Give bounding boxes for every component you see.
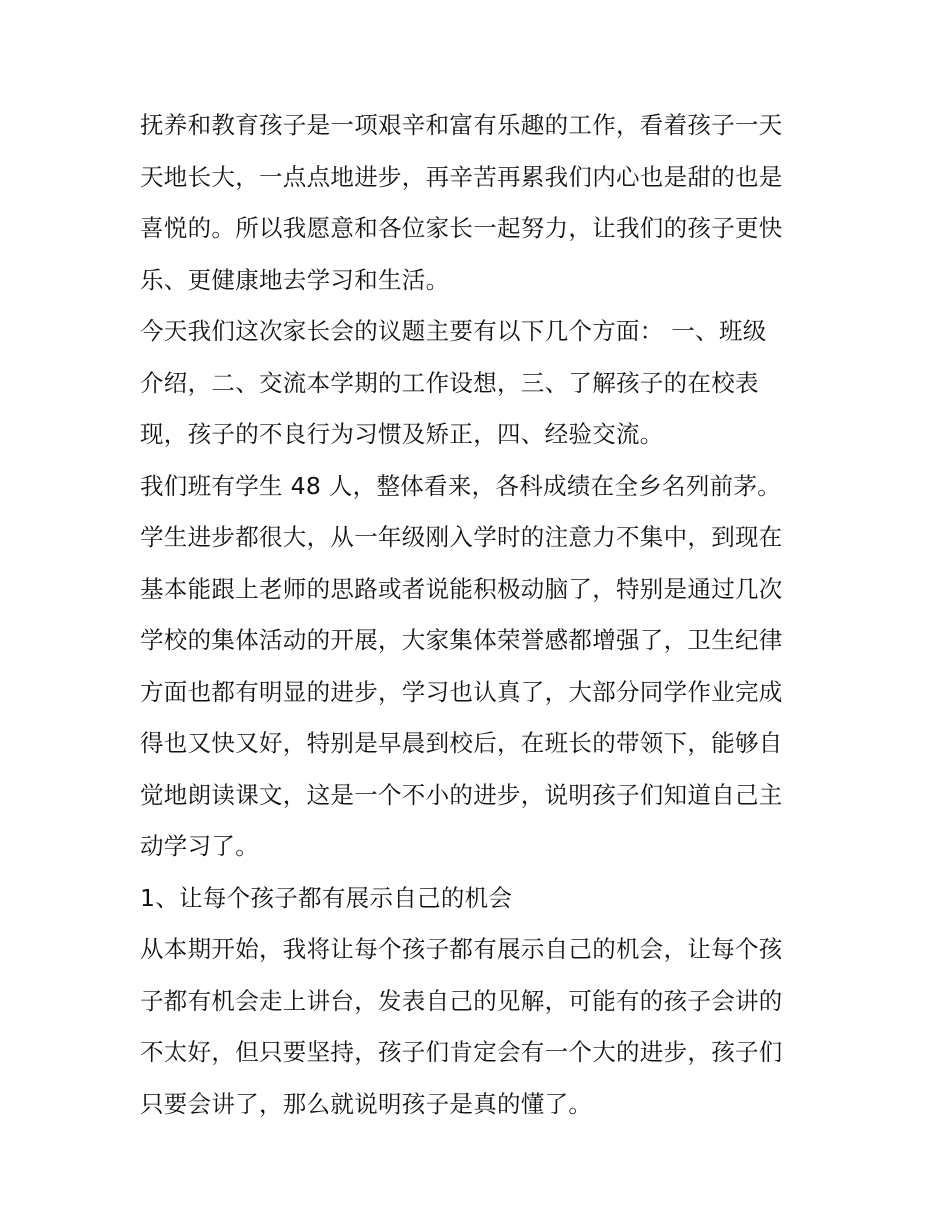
text-line: 学校的集体活动的开展，大家集体荣誉感都增强了，卫生纪律	[140, 626, 783, 654]
text-line: 学生进步都很大，从一年级刚入学时的注意力不集中，到现在	[140, 523, 783, 551]
text-line: 得也又快又好，特别是早晨到校后，在班长的带领下，能够自	[140, 729, 783, 757]
text-line: 子都有机会走上讲台，发表自己的见解，可能有的孩子会讲的	[140, 986, 783, 1015]
section-heading-1	[140, 873, 820, 925]
text-line: 从本期开始，我将让每个孩子都有展示自己的机会，让每个孩	[140, 935, 783, 963]
text-line: 天地长大，一点点地进步，再辛苦再累我们内心也是甜的也是	[140, 162, 783, 191]
document-body	[140, 100, 820, 1130]
text-line: 方面也都有明显的进步，学习也认真了，大部分同学作业完成	[140, 677, 783, 706]
text-line: 只要会讲了，那么就说明孩子是真的懂了。	[140, 1089, 593, 1118]
paragraph-agenda	[140, 306, 820, 461]
section-heading: 1、让每个孩子都有展示自己的机会	[140, 883, 513, 912]
text-line: 不太好，但只要坚持，孩子们肯定会有一个大的进步，孩子们	[140, 1038, 783, 1066]
paragraph-progress	[140, 512, 820, 873]
text-line: 现，孩子的不良行为习惯及矫正，四、经验交流。	[140, 420, 664, 448]
paragraph-section-1	[140, 924, 820, 1130]
text-line: 今天我们这次家长会的议题主要有以下几个方面： 一、班级	[140, 317, 767, 345]
paragraph-intro	[140, 100, 820, 306]
paragraph-class-summary	[140, 461, 820, 513]
text-line: 动学习了。	[140, 832, 259, 860]
text-line: 我们班有学生 48 人，整体看来，各科成绩在全乡名列前茅。	[140, 471, 782, 500]
text-line: 乐、更健康地去学习和生活。	[140, 265, 450, 294]
text-line: 觉地朗读课文，这是一个不小的进步，说明孩子们知道自己主	[140, 780, 783, 809]
text-line: 基本能跟上老师的思路或者说能积极动脑了，特别是通过几次	[140, 574, 783, 603]
text-line: 抚养和教育孩子是一项艰辛和富有乐趣的工作，看着孩子一天	[140, 111, 783, 139]
text-line: 喜悦的。所以我愿意和各位家长一起努力，让我们的孩子更快	[140, 214, 783, 242]
text-line: 介绍，二、交流本学期的工作设想，三、了解孩子的在校表	[140, 368, 759, 397]
